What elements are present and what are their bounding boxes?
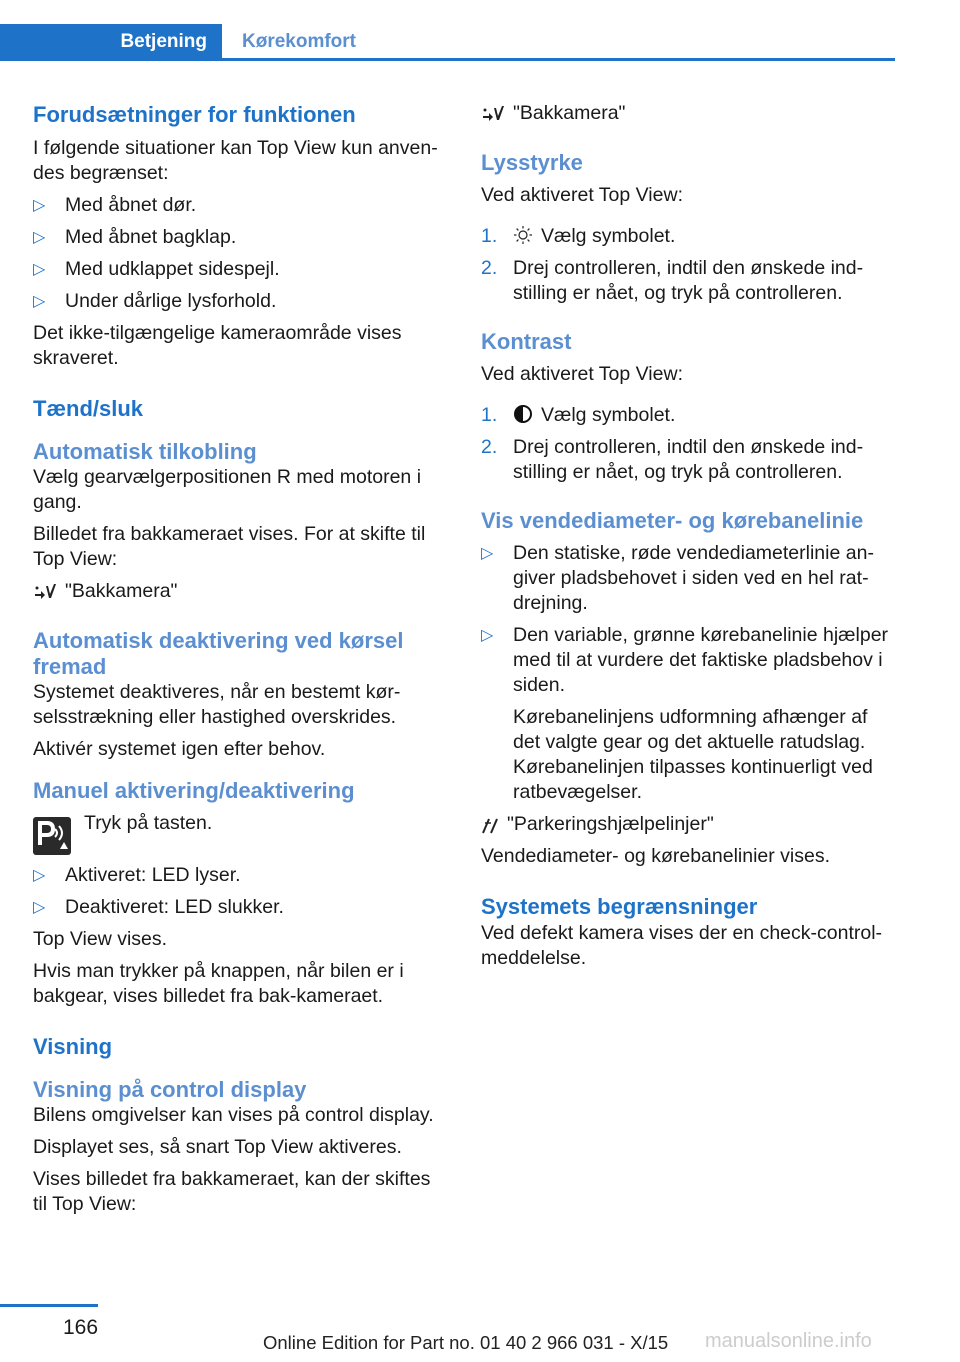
heading-kontrast: Kontrast [481,329,572,354]
paragraph: Top View vises. [33,928,168,950]
paragraph: Vendediameter- og kørebanelinier vises. [481,845,831,867]
heading-visning-control-display: Visning på control display [33,1077,307,1102]
paragraph: Aktivér systemet igen efter behov. [33,738,326,760]
list-item: ▷ Den variable, grønne kørebanelinie hjælper med til at vurdere det faktiske pladsbehov i siden. Kørebanelinjens udformning afhænger af det valgte gear og det aktuelle ratudslag. Kørebanelinjen tilpasses kontinuerligt ved ratbevægelser. [481,623,896,805]
paragraph: I følgende situationer kan Top View kun anvendes begrænset: [33,137,438,184]
triangle-bullet-icon: ▷ [33,261,46,278]
list-item: 1. Vælg symbolet. [481,225,676,247]
brightness-sun-icon [513,225,533,245]
brightness-steps [481,224,896,306]
footer-divider [0,1304,98,1307]
page-number: 166 [63,1316,99,1339]
triangle-bullet-icon: ▷ [481,545,494,562]
left-column [33,101,448,1217]
list-item: 2. Drej controlleren, indtil den ønskede indstilling er nået, og tryk på controlleren. [481,257,864,304]
right-column [481,101,896,971]
bakkamera-menu-item: "Bakkamera" [33,579,448,604]
conditions-list [33,193,448,314]
heading-lysstyrke: Lysstyrke [481,150,583,175]
list-item: 1. Vælg symbolet. [481,404,676,426]
paragraph: Ved defekt kamera vises der en check-control-meddelelse. [481,922,883,969]
triangle-bullet-icon: ▷ [33,229,46,246]
list-item: ▷ Med åbnet dør. [33,194,197,216]
camera-menu-icon [33,582,57,602]
paragraph: Ved aktiveret Top View: [481,363,683,385]
list-item: ▷ Den statiske, røde vendediameterlinie angiver pladsbehovet i siden ved en hel ratdrejning. [481,542,874,614]
paragraph: Systemet deaktiveres, når en bestemt kørselsstrækning eller hastighed overskrides. [33,681,401,728]
list-item: ▷ Med udklappet sidespejl. [33,258,280,280]
heading-manuel-aktivering: Manuel aktivering/deaktivering [33,778,355,803]
heading-automatisk-tilkobling: Automatisk tilkobling [33,439,257,464]
list-item: ▷ Deaktiveret: LED slukker. [33,896,284,918]
vendediameter-list [481,541,896,805]
parkering-menu-item: "Parkeringshjælpelinjer" [481,812,896,837]
heading-vendediameter: Vis vendediameter- og kørebanelinie [481,508,864,533]
heading-forudsaetninger: Forudsætninger for funktionen [33,102,356,127]
header-tabs [0,24,895,61]
tab-korekomfort[interactable]: Kørekomfort [242,31,357,52]
triangle-bullet-icon: ▷ [33,197,46,214]
list-item: 2. Drej controlleren, indtil den ønskede indstilling er nået, og tryk på controlleren. [481,436,864,483]
list-item: ▷ Under dårlige lysforhold. [33,290,277,312]
tab-betjening[interactable]: Betjening [0,24,222,58]
paragraph: Vises billedet fra bakkameraet, kan der skiftes til Top View: [33,1168,431,1215]
paragraph: Det ikke-tilgængelige kameraområde vises skraveret. [33,322,402,369]
led-list [33,863,448,920]
heading-systemets-begraensninger: Systemets begrænsninger [481,894,758,919]
triangle-bullet-icon: ▷ [481,627,494,644]
contrast-icon [513,404,533,424]
park-assist-button-icon [33,817,71,855]
contrast-steps [481,403,896,485]
heading-taend-sluk: Tænd/sluk [33,396,144,421]
bakkamera-menu-item: "Bakkamera" [481,101,896,126]
list-item: ▷ Med åbnet bagklap. [33,226,237,248]
paragraph: Vælg gearvælgerpositionen R med motoren i gang. [33,466,422,513]
paragraph: Billedet fra bakkameraet vises. For at skifte til Top View: [33,523,426,570]
edition-text: Online Edition for Part no. 01 40 2 966 031 - X/15 [263,1332,669,1353]
heading-automatisk-deaktivering: Automatisk deaktivering ved kørsel fremad [33,628,404,679]
list-item: ▷ Aktiveret: LED lyser. [33,864,241,886]
paragraph: Bilens omgivelser kan vises på control display. [33,1104,434,1126]
triangle-bullet-icon: ▷ [33,899,46,916]
camera-menu-icon [481,104,505,124]
triangle-bullet-icon: ▷ [33,867,46,884]
paragraph: Hvis man trykker på knappen, når bilen er i bakgear, vises billedet fra bak-kameraet. [33,960,404,1007]
paragraph: Kørebanelinjens udformning afhænger af det valgte gear og det aktuelle ratudslag. Kørebanelinjen tilpasses kontinuerligt ved ratbevægelser. [513,706,873,803]
paragraph: Ved aktiveret Top View: [481,184,683,206]
header-divider [0,58,895,61]
heading-visning: Visning [33,1034,113,1059]
watermark: manualsonline.info [705,1330,872,1352]
button-instruction: Tryk på tasten. [33,811,448,863]
triangle-bullet-icon: ▷ [33,293,46,310]
parking-lines-icon [481,815,501,835]
paragraph: Displayet ses, så snart Top View aktiveres. [33,1136,402,1158]
